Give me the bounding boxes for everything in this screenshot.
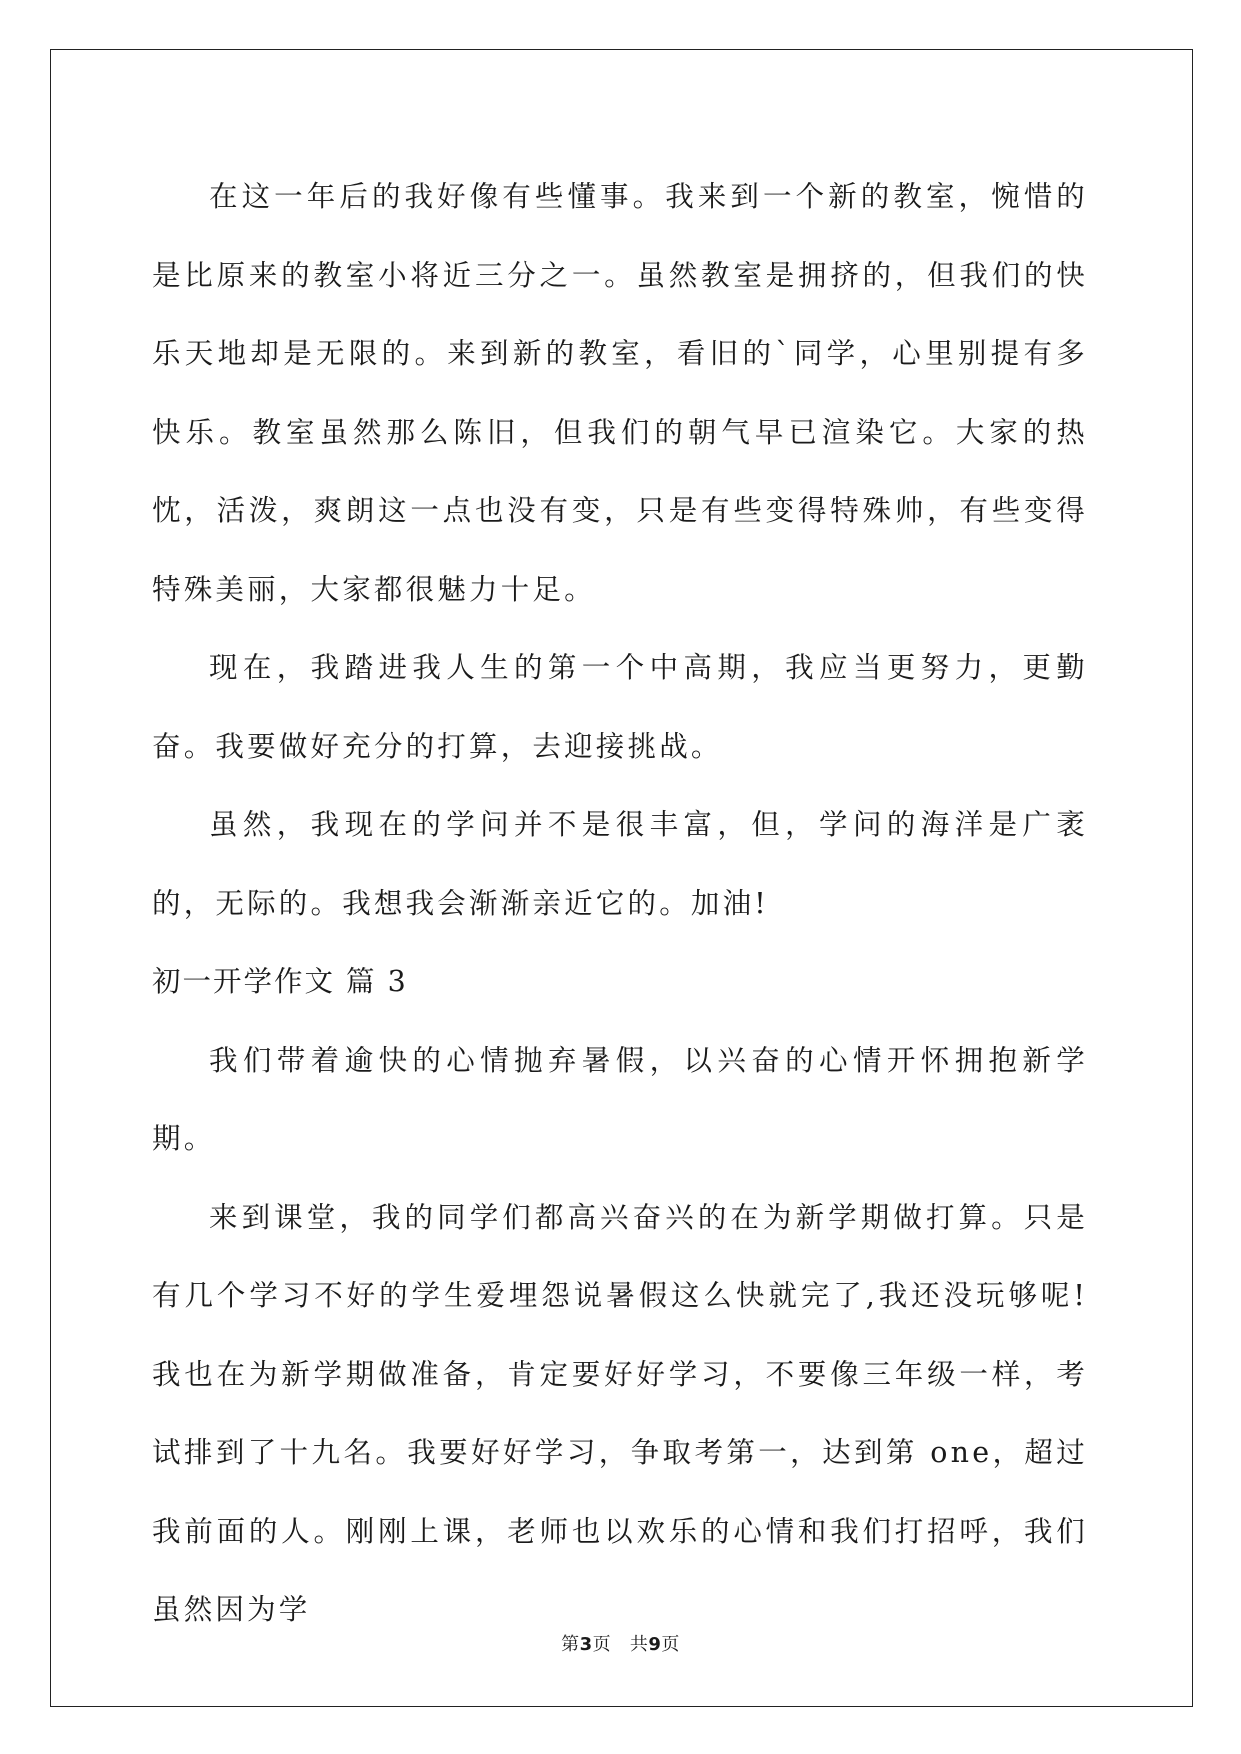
paragraph: 虽然，我现在的学问并不是很丰富，但，学问的海洋是广袤的，无际的。我想我会渐渐亲近它的。加油! <box>152 808 1088 920</box>
footer-middle: 页 共 <box>592 1634 649 1655</box>
section-heading: 初一开学作文 篇 3 <box>152 965 408 998</box>
paragraph: 现在，我踏进我人生的第一个中高期，我应当更努力，更勤奋。我要做好充分的打算，去迎接挑战。 <box>152 651 1088 763</box>
paragraph: 我们带着逾快的心情抛弃暑假，以兴奋的心情开怀拥抱新学期。 <box>152 1043 1088 1155</box>
footer-suffix: 页 <box>661 1634 680 1655</box>
paragraph: 在这一年后的我好像有些懂事。我来到一个新的教室，惋惜的是比原来的教室小将近三分之一。虽然教室是拥挤的，但我们的快乐天地却是无限的。来到新的教室，看旧的`同学，心里别提有多快乐。教室虽然那么陈旧，但我们的朝气早已渲染它。大家的热忱，活泼，爽朗这一点也没有变，只是有些变得特殊帅，有些变得特殊美丽，大家都很魅力十足。 <box>152 180 1088 606</box>
footer-prefix: 第 <box>561 1634 580 1655</box>
paragraph: 来到课堂，我的同学们都高兴奋兴的在为新学期做打算。只是有几个学习不好的学生爱埋怨说暑假这么快就完了,我还没玩够呢!我也在为新学期做准备，肯定要好好学习，不要像三年级一样，考试排到了十九名。我要好好学习，争取考第一，达到第 one，超过我前面的人。刚刚上课，老师也以欢乐的心情和我们打招呼，我们虽然因为学 <box>152 1200 1088 1626</box>
total-page-number: 9 <box>648 1634 662 1655</box>
page-footer <box>0 1630 1241 1656</box>
current-page-number: 3 <box>579 1634 593 1655</box>
document-body <box>152 158 1088 1650</box>
